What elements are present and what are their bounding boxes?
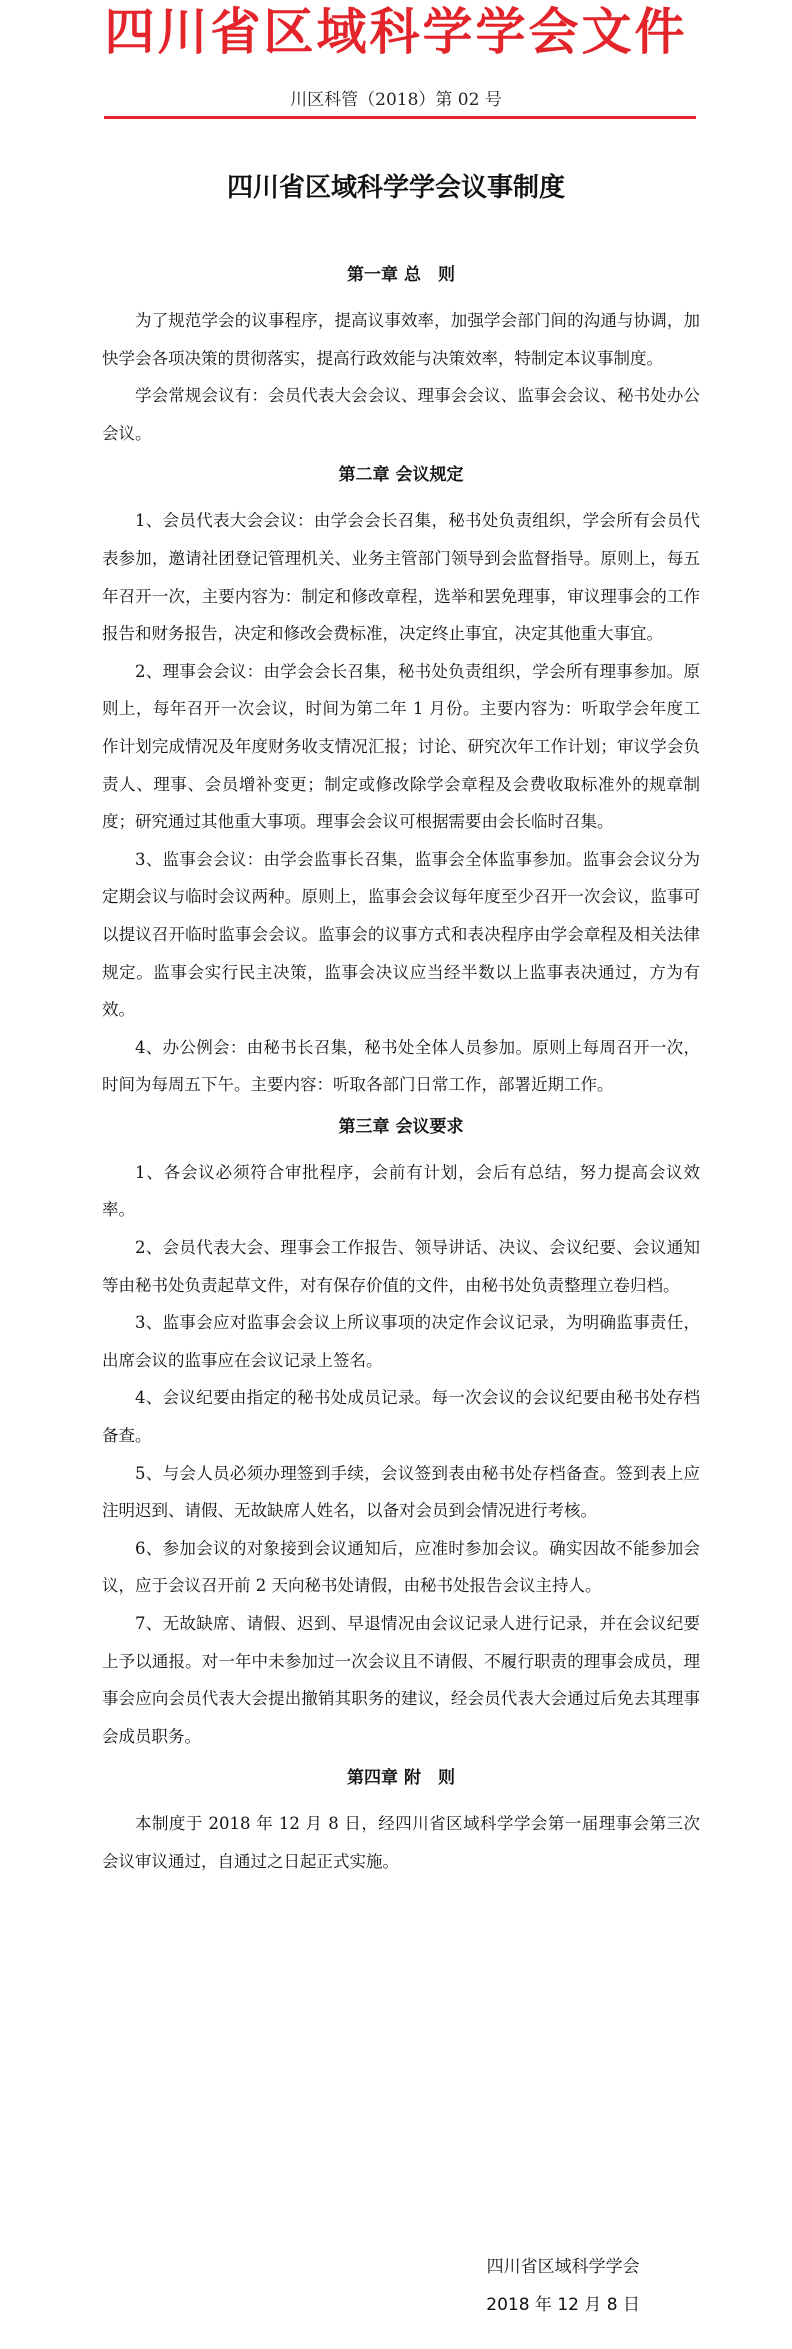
document-body [102, 252, 700, 1881]
chapter-4 [102, 1759, 700, 1880]
chapter-title: 第三章 会议要求 [338, 1116, 464, 1137]
paragraph: 1、会员代表大会会议：由学会会长召集，秘书处负责组织，学会所有会员代表参加，邀请社团登记管理机关、业务主管部门领导到会监督指导。原则上，每五年召开一次，主要内容为：制定和修改章程，选举和罢免理事，审议理事会的工作报告和财务报告，决定和修改会费标准，决定终止事宜，决定其他重大事宜。 [102, 511, 700, 644]
document-title: 四川省区域科学学会议事制度 [226, 173, 565, 203]
paragraph: 学会常规会议有：会员代表大会会议、理事会会议、监事会会议、秘书处办公会议。 [102, 386, 700, 443]
chapter-title: 第二章 会议规定 [338, 465, 464, 486]
paragraph: 5、与会人员必须办理签到手续，会议签到表由秘书处存档备查。签到表上应注明迟到、请假、无故缺席人姓名，以备对会员到会情况进行考核。 [102, 1463, 700, 1521]
signature-block [486, 2248, 640, 2324]
paragraph: 本制度于 2018 年 12 月 8 日，经四川省区域科学学会第一届理事会第三次会议审议通过，自通过之日起正式实施。 [102, 1814, 700, 1871]
chapter-1 [102, 256, 700, 452]
red-divider-line [104, 116, 696, 119]
paragraph: 2、会员代表大会、理事会工作报告、领导讲话、决议、会议纪要、会议通知等由秘书处负责起草文件，对有保存价值的文件，由秘书处负责整理立卷归档。 [102, 1238, 700, 1295]
signature-org: 四川省区域科学学会 [486, 2257, 640, 2277]
chapter-3 [102, 1108, 700, 1756]
paragraph: 6、参加会议的对象接到会议通知后，应准时参加会议。确实因故不能参加会议，应于会议召开前 2 天向秘书处请假，由秘书处报告会议主持人。 [102, 1538, 700, 1596]
chapter-title: 第一章 总 则 [347, 265, 455, 285]
paragraph: 4、办公例会：由秘书长召集，秘书处全体人员参加。原则上每周召开一次，时间为每周五下午。主要内容：听取各部门日常工作，部署近期工作。 [102, 1037, 700, 1095]
doc-number: 川区科管（2018）第 02 号 [290, 90, 502, 110]
paragraph: 2、理事会会议：由学会会长召集，秘书处负责组织，学会所有理事参加。原则上，每年召开一次会议，时间为第二年 1 月份。主要内容为：听取学会年度工作计划完成情况及年度财务收支情况汇报；讨论、研究次年工作计划；审议学会负责人、理事、会员增补变更；制定或修改除学会章程及会费收取标准外的规章制度；研究通过其他重大事项。理事会会议可根据需要由会长临时召集。 [102, 661, 700, 832]
org-file-title: 四川省区域科学学会文件 [104, 3, 688, 61]
paragraph: 3、监事会会议：由学会监事长召集，监事会全体监事参加。监事会会议分为定期会议与临时会议两种。原则上，监事会会议每年度至少召开一次会议，监事可以提议召开临时监事会会议。监事会的议事方式和表决程序由学会章程及相关法律规定。监事会实行民主决策，监事会决议应当经半数以上监事表决通过，方为有效。 [102, 849, 700, 1020]
paragraph: 1、各会议必须符合审批程序，会前有计划，会后有总结，努力提高会议效率。 [102, 1162, 700, 1220]
paragraph: 为了规范学会的议事程序，提高议事效率，加强学会部门间的沟通与协调，加快学会各项决策的贯彻落实，提高行政效能与决策效率，特制定本议事制度。 [102, 311, 700, 368]
signature-date: 2018 年 12 月 8 日 [486, 2295, 640, 2315]
paragraph: 4、会议纪要由指定的秘书处成员记录。每一次会议的会议纪要由秘书处存档备查。 [102, 1388, 700, 1446]
chapter-title: 第四章 附 则 [347, 1768, 455, 1789]
chapter-2 [102, 456, 700, 1104]
paragraph: 7、无故缺席、请假、迟到、早退情况由会议记录人进行记录，并在会议纪要上予以通报。对一年中未参加过一次会议且不请假、不履行职责的理事会成员，理事会应向会员代表大会提出撤销其职务的建议，经会员代表大会通过后免去其理事会成员职务。 [102, 1614, 700, 1746]
paragraph: 3、监事会应对监事会会议上所议事项的决定作会议记录，为明确监事责任，出席会议的监事应在会议记录上签名。 [102, 1313, 700, 1370]
